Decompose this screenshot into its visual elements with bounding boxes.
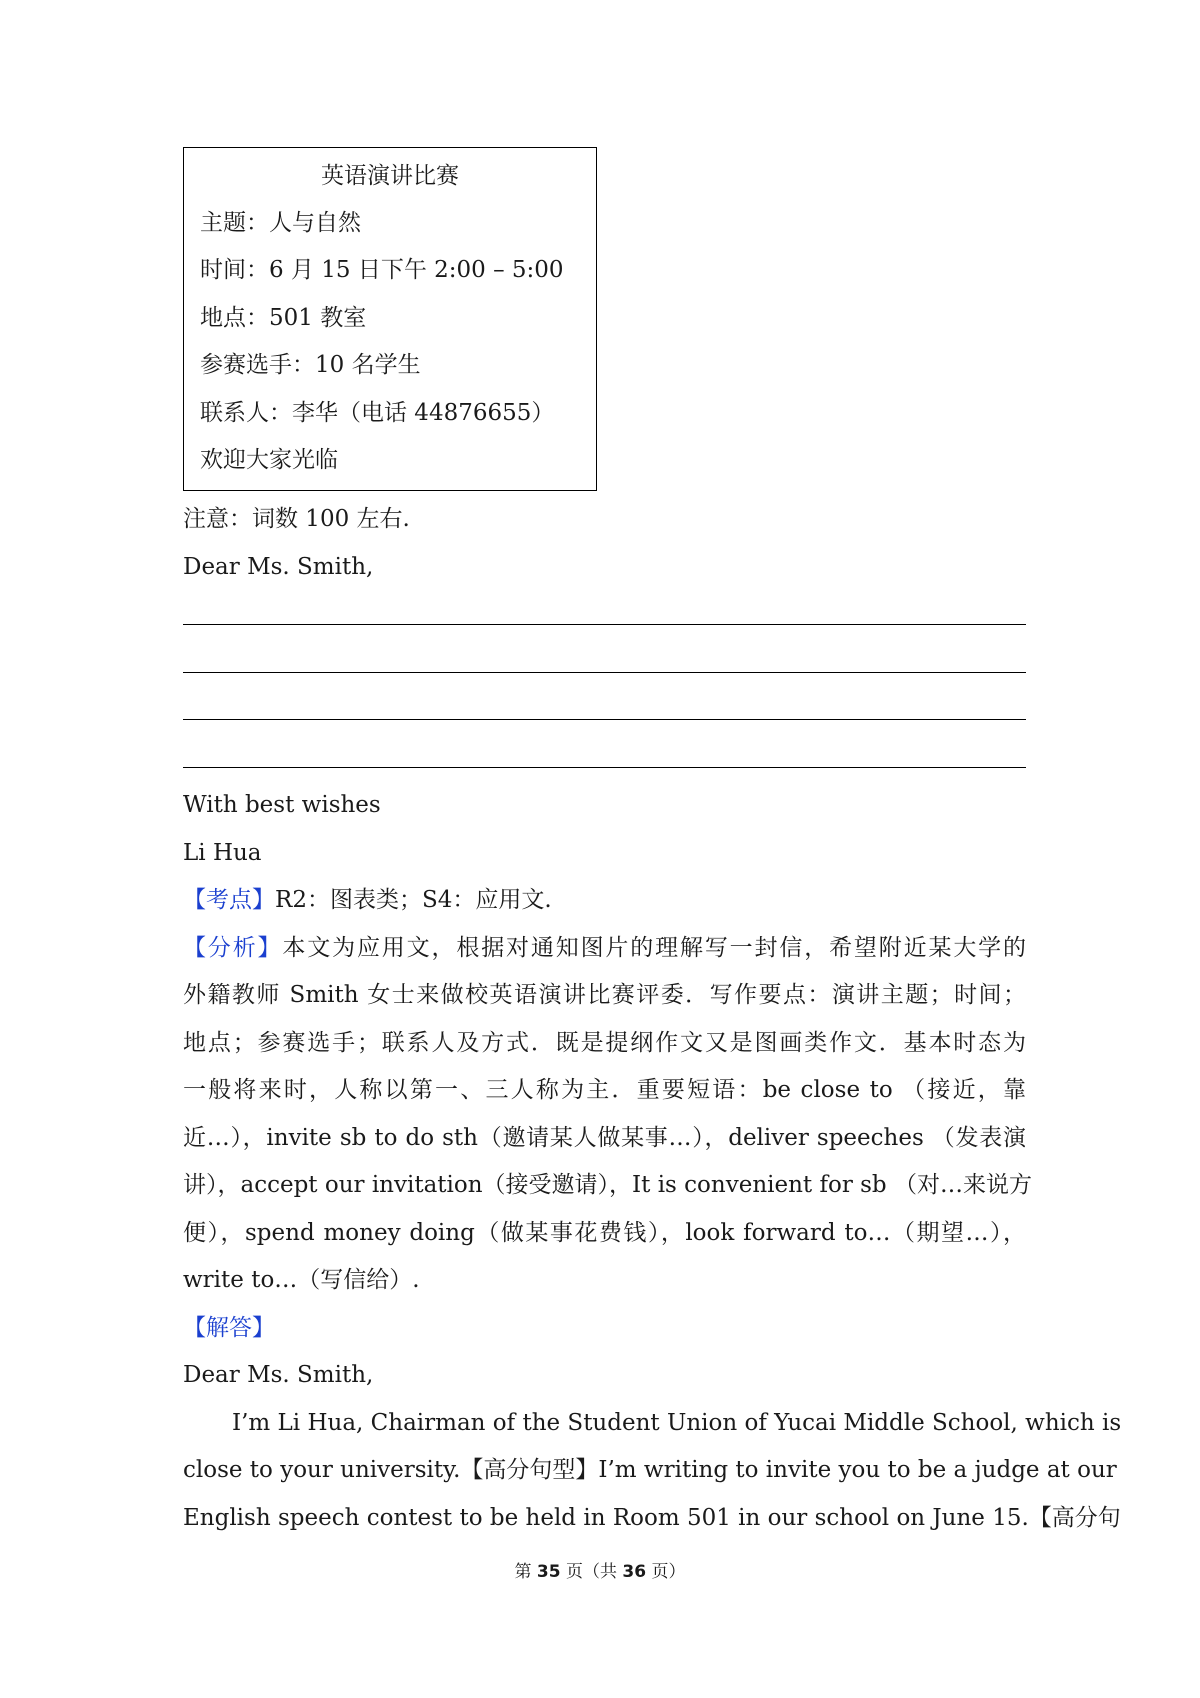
page-total: 36 [622,1562,647,1582]
word-count-note: 注意：词数 100 左右. [183,506,410,532]
letter-closing: With best wishes [183,792,381,818]
fenxi-line: 外籍教师 Smith 女士来做校英语演讲比赛评委．写作要点：演讲主题；时间； [183,982,1026,1008]
notice-location: 地点：501 教室 [200,305,367,331]
footer-prefix: 第 [514,1562,532,1582]
answer-blank-line [183,672,1026,673]
fenxi-tag: 【分析】 [183,935,283,961]
answer-blank-line [183,719,1026,720]
page-footer [0,1561,1200,1583]
fenxi-line: 讲），accept our invitation（接受邀请），It is convenient for sb （对…来说方 [183,1172,1032,1198]
fenxi-line: 便），spend money doing（做某事花费钱），look forward to…（期望…）， [183,1220,1026,1246]
letter-signature: Li Hua [183,840,262,866]
notice-welcome: 欢迎大家光临 [200,447,338,473]
letter-salutation: Dear Ms. Smith, [183,554,374,580]
notice-contact: 联系人：李华（电话 44876655） [200,400,555,426]
fenxi-line: 地点；参赛选手；联系人及方式．既是提纲作文又是图画类作文．基本时态为 [183,1030,1026,1056]
notice-contestants: 参赛选手：10 名学生 [200,352,421,378]
notice-title: 英语演讲比赛 [321,163,459,189]
answer-blank-line [183,624,1026,625]
footer-middle: 页（共 [566,1562,617,1582]
fenxi-line: write to…（写信给）. [183,1267,420,1293]
kaodian-line [183,885,552,915]
fenxi-line: 近…），invite sb to do sth（邀请某人做某事…），deliver speeches （发表演 [183,1125,1026,1151]
page-number: 35 [536,1562,561,1582]
fenxi-text: 本文为应用文，根据对通知图片的理解写一封信，希望附近某大学的 [282,935,1027,961]
fenxi-line [183,933,1026,963]
notice-time: 时间：6 月 15 日下午 2:00 – 5:00 [200,257,564,283]
footer-suffix: 页） [651,1562,686,1582]
answer-line: English speech contest to be held in Room 501 in our school on June 15.【高分句 [183,1505,1121,1531]
fenxi-line: 一般将来时，人称以第一、三人称为主．重要短语：be close to （接近，靠 [183,1077,1026,1103]
answer-salutation: Dear Ms. Smith, [183,1362,374,1388]
jieda-tag: 【解答】 [183,1315,275,1341]
notice-topic: 主题：人与自然 [200,210,361,236]
kaodian-tag: 【考点】 [183,887,275,913]
answer-line: close to your university.【高分句型】I’m writing to invite you to be a judge at our [183,1457,1117,1483]
notice-box [183,147,597,491]
answer-blank-line [183,767,1026,768]
answer-line: I’m Li Hua, Chairman of the Student Union of Yucai Middle School, which is [232,1410,1122,1436]
kaodian-text: R2：图表类；S4：应用文. [275,887,552,913]
